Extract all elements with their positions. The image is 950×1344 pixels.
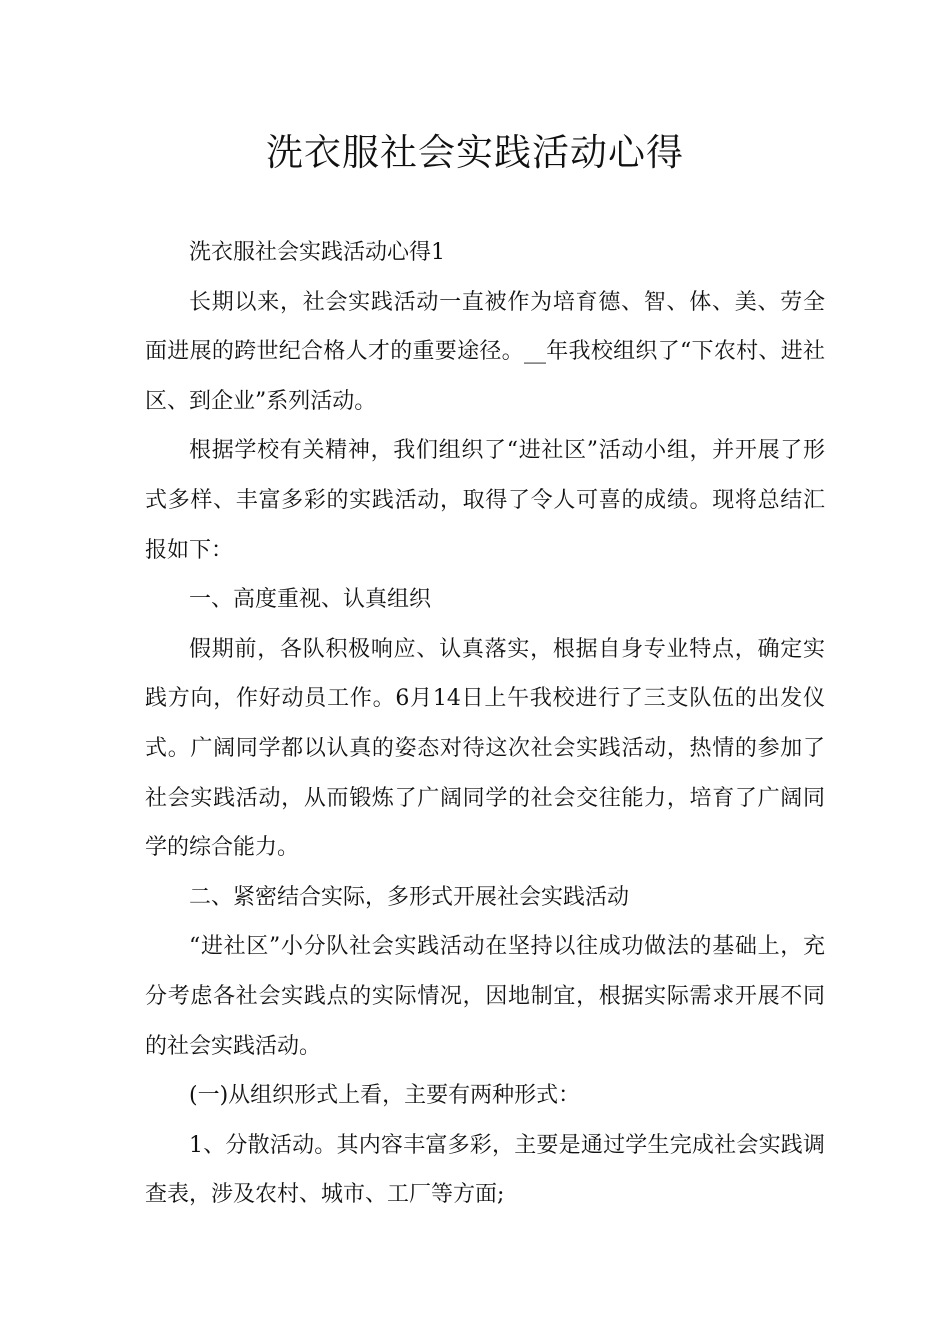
body-paragraph: 根据学校有关精神，我们组织了“进社区”活动小组，并开展了形式多样、丰富多彩的实践活动，取得了令人可喜的成绩。现将总结汇报如下：	[145, 438, 825, 563]
section-heading: 一、高度重视、认真组织	[189, 587, 432, 613]
subtitle-paragraph: 洗衣服社会实践活动心得1	[189, 240, 445, 265]
body-paragraph: “进社区”小分队社会实践活动在坚持以往成功做法的基础上，充分考虑各社会实践点的实际情况，因地制宜，根据实际需求开展不同的社会实践活动。	[145, 934, 825, 1059]
sub-heading: (一)从组织形式上看，主要有两种形式：	[189, 1083, 581, 1109]
body-paragraph: 假期前，各队积极响应、认真落实，根据自身专业特点，确定实践方向，作好动员工作。6月14日上午我校进行了三支队伍的出发仪式。广阔同学都以认真的姿态对待这次社会实践活动，热情的参加了社会实践活动，从而锻炼了广阔同学的社会交往能力，培育了广阔同学的综合能力。	[145, 636, 825, 861]
body-paragraph: 1、分散活动。其内容丰富多彩，主要是通过学生完成社会实践调查表，涉及农村、城市、工厂等方面;	[145, 1132, 825, 1208]
document-title: 洗衣服社会实践活动心得	[266, 131, 684, 174]
document-body	[145, 228, 825, 1220]
section-heading: 二、紧密结合实际，多形式开展社会实践活动	[189, 884, 630, 910]
body-paragraph: 长期以来，社会实践活动一直被作为培育德、智、体、美、劳全面进展的跨世纪合格人才的重要途径。__年我校组织了“下农村、进社区、到企业”系列活动。	[145, 289, 825, 414]
